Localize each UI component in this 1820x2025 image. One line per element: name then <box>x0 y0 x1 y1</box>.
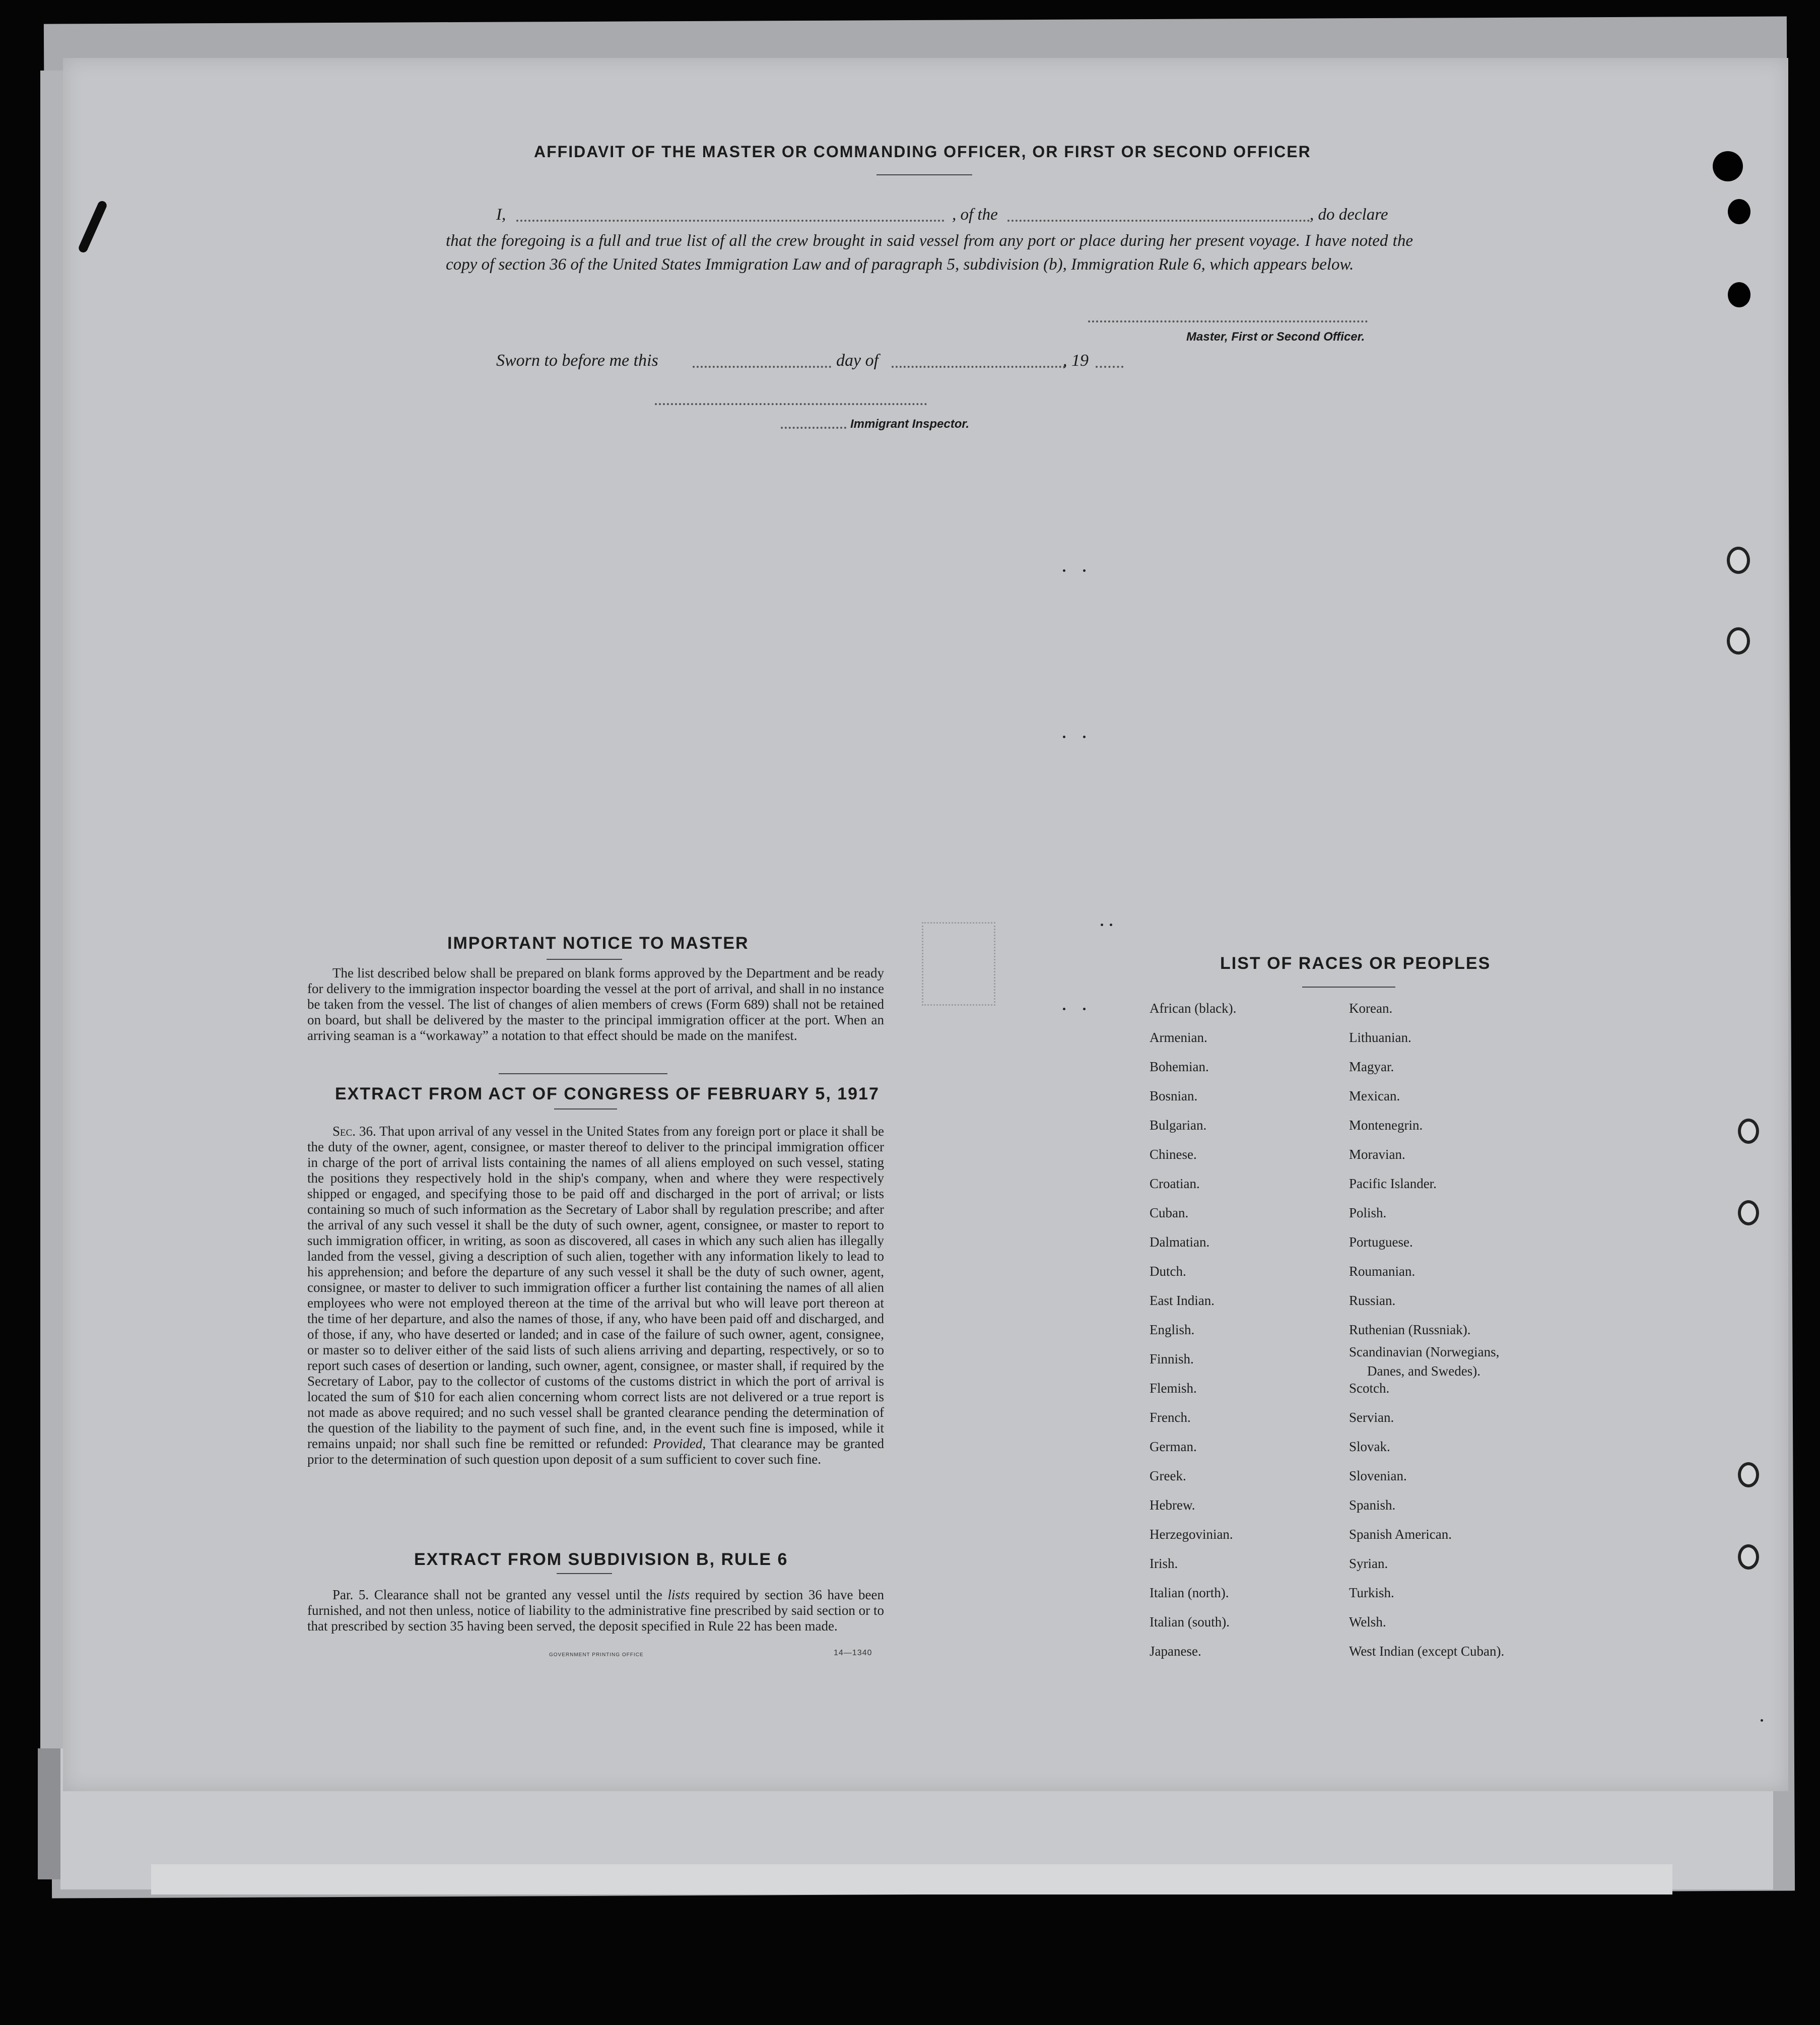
race-item: Mexican. <box>1349 1088 1400 1103</box>
speck <box>1761 1719 1763 1722</box>
printer-imprint: GOVERNMENT PRINTING OFFICE <box>549 1652 644 1658</box>
race-item: Slovak. <box>1349 1439 1390 1454</box>
faded-stamp <box>922 922 995 1006</box>
race-item: Welsh. <box>1349 1614 1386 1629</box>
extract-act-heading: EXTRACT FROM ACT OF CONGRESS OF FEBRUARY 5, 1917 <box>335 1084 880 1103</box>
race-item: Korean. <box>1349 1001 1393 1016</box>
race-item: Roumanian. <box>1349 1264 1415 1279</box>
rule-text-pre: Par. 5. Clearance shall not be granted any vessel until the <box>332 1587 662 1602</box>
race-item: Hebrew. <box>1150 1497 1195 1513</box>
punch-hole <box>1738 1200 1759 1225</box>
extract-rule-heading: EXTRACT FROM SUBDIVISION B, RULE 6 <box>414 1550 788 1569</box>
race-item: Polish. <box>1349 1205 1387 1220</box>
extract-act-body <box>307 1124 884 1467</box>
race-item: Portuguese. <box>1349 1234 1413 1250</box>
race-item: Bohemian. <box>1150 1059 1209 1074</box>
punch-hole <box>1727 547 1750 574</box>
race-item: Scotch. <box>1349 1381 1390 1396</box>
notice-body <box>307 965 884 1043</box>
sworn-year: , 19 <box>1063 351 1089 370</box>
speck <box>1063 736 1065 738</box>
affidavit-heading: AFFIDAVIT OF THE MASTER OR COMMANDING OFFICER, OR FIRST OR SECOND OFFICER <box>534 143 1311 161</box>
affidavit-declarant-prefix: I, <box>496 206 506 224</box>
race-item-continued: Danes, and Swedes). <box>1367 1363 1480 1379</box>
rule-text-post: required by section 36 have been furnished, and not then unless, notice of liability to the administrative fine prescribed by said section or to that prescribed by section 35 having been served, the deposit specified in Rule 22 has been made. <box>307 1587 884 1634</box>
race-item: French. <box>1150 1410 1191 1425</box>
speck <box>1110 924 1112 926</box>
form-number: 14—1340 <box>834 1649 872 1657</box>
affidavit-of-the: , of the <box>952 206 998 224</box>
race-item: Bulgarian. <box>1150 1118 1207 1133</box>
race-item: Spanish American. <box>1349 1527 1452 1542</box>
rule-text-lists: lists <box>667 1587 690 1602</box>
race-item: Turkish. <box>1349 1585 1394 1600</box>
speck <box>1083 569 1086 572</box>
officer-signature-field[interactable] <box>1088 320 1368 322</box>
background-sheet-bottom-strip <box>151 1864 1672 1895</box>
race-item: Spanish. <box>1349 1497 1396 1513</box>
punch-hole <box>1738 1462 1759 1487</box>
race-item: Ruthenian (Russniak). <box>1349 1322 1471 1337</box>
race-item: English. <box>1150 1322 1195 1337</box>
race-item: Cuban. <box>1150 1205 1189 1220</box>
race-item: East Indian. <box>1150 1293 1215 1308</box>
punch-hole <box>1738 1544 1759 1570</box>
sworn-day-of: day of <box>836 351 879 370</box>
race-item: Armenian. <box>1150 1030 1207 1045</box>
race-item: German. <box>1150 1439 1197 1454</box>
race-item: Scandinavian (Norwegians, <box>1349 1344 1500 1359</box>
race-item: Croatian. <box>1150 1176 1200 1191</box>
punch-hole <box>1728 282 1750 307</box>
race-item: Bosnian. <box>1150 1088 1198 1103</box>
race-item: Italian (south). <box>1150 1614 1230 1629</box>
divider <box>557 1573 612 1574</box>
race-item: Moravian. <box>1349 1147 1405 1162</box>
race-item: Syrian. <box>1349 1556 1388 1571</box>
declarant-name-field[interactable] <box>516 220 945 222</box>
divider <box>499 1073 667 1074</box>
race-item: Finnish. <box>1150 1351 1194 1366</box>
race-item: Flemish. <box>1150 1381 1197 1396</box>
sworn-month-field[interactable] <box>892 366 1065 368</box>
races-heading: LIST OF RACES OR PEOPLES <box>1220 954 1491 973</box>
race-item: West Indian (except Cuban). <box>1349 1644 1505 1659</box>
notice-heading: IMPORTANT NOTICE TO MASTER <box>447 934 749 953</box>
extract-rule-body <box>307 1587 884 1634</box>
race-item: Montenegrin. <box>1349 1118 1423 1133</box>
race-item: Slovenian. <box>1349 1468 1407 1483</box>
punch-hole <box>1728 199 1750 224</box>
speck <box>1101 924 1103 926</box>
punch-hole <box>1727 627 1750 655</box>
section-text: That upon arrival of any vessel in the United States from any foreign port or place it shall be the duty of the owner, agent, consignee, or master thereof to deliver to the principal immigration officer in charge of the port of arrival lists containing the names of all aliens employed on such vessel, stating the positions they respectively hold in the ship's company, when and where they were respectively shipped or engaged, and specifying those to be paid off and discharged in the port of arrival; or lists containing so much of such information as the Secretary of Labor shall by regulation prescribe; and after the arrival of any such vessel it shall be the duty of such owner, agent, consignee, or master to report to such immigration officer, in writing, as soon as discovered, all cases in which any such alien has illegally landed from the vessel, giving a description of such alien, together with any information likely to lead to his apprehension; and before the departure of any such vessel it shall be the duty of such owner, agent, consignee, or master to deliver to such immigration officer a further list containing the names of all alien employees who were not employed thereon at the time of the arrival but who will leave port thereon at the time of her departure, and also the names of those, if any, who have been paid off and discharged, and of those, if any, who have deserted or landed; and in case of the failure of such owner, agent, consignee, or master so to deliver either of the said lists of such aliens arriving and departing, respectively, or so to report such cases of desertion or landing, such owner, agent, consignee, or master shall, if required by the Secretary of Labor, pay to the collector of customs of the customs district in which the port of arrival is located the sum of $10 for each alien concerning whom correct lists are not delivered or a true report is not made as above required; and no such vessel shall be granted clearance pending the determination of the question of the liability to the payment of such fine, and, in the event such fine is imposed, while it remains unpaid; nor shall such fine be remitted or refunded: <box>307 1124 884 1451</box>
speck <box>1063 1008 1065 1010</box>
race-item: Chinese. <box>1150 1147 1197 1162</box>
race-item: Dalmatian. <box>1150 1234 1210 1250</box>
race-item: Irish. <box>1150 1556 1178 1571</box>
affidavit-declare: , do declare <box>1310 206 1388 224</box>
race-item: African (black). <box>1150 1001 1237 1016</box>
inspector-signature-field[interactable] <box>655 403 927 405</box>
affidavit-body: that the foregoing is a full and true list of all the crew brought in said vessel from any port or place during her present voyage. I have noted the copy of section 36 of the United States Immigration Law and of paragraph 5, subdivision (b), Immigration Rule 6, which appears below. <box>446 232 1413 274</box>
divider <box>877 174 972 175</box>
extract-rule-paragraph <box>307 1587 884 1634</box>
speck <box>1083 1008 1086 1010</box>
punch-hole <box>1713 151 1743 181</box>
speck <box>1063 569 1065 572</box>
officer-signature-caption: Master, First or Second Officer. <box>1186 330 1365 344</box>
section-label: Sec. 36. <box>332 1124 376 1139</box>
inspector-signature-field-lead <box>781 427 846 429</box>
speck <box>1083 736 1086 738</box>
sworn-day-field[interactable] <box>693 366 831 368</box>
divider <box>1302 987 1395 988</box>
race-item: Servian. <box>1349 1410 1394 1425</box>
page-left-edge <box>40 71 64 1748</box>
sworn-year-field[interactable] <box>1096 366 1123 368</box>
race-item: Magyar. <box>1349 1059 1394 1074</box>
vessel-name-field[interactable] <box>1007 220 1310 222</box>
extract-act-paragraph <box>307 1124 884 1467</box>
race-item: Pacific Islander. <box>1349 1176 1437 1191</box>
divider <box>554 1108 617 1109</box>
proviso-label: Provided, <box>653 1436 706 1451</box>
race-item: Italian (north). <box>1150 1585 1229 1600</box>
punch-hole <box>1738 1119 1759 1144</box>
race-item: Dutch. <box>1150 1264 1186 1279</box>
race-item: Japanese. <box>1150 1644 1201 1659</box>
divider <box>547 959 622 960</box>
race-item: Herzegovinian. <box>1150 1527 1233 1542</box>
race-item: Russian. <box>1349 1293 1396 1308</box>
notice-paragraph: The list described below shall be prepared on blank forms approved by the Department and be ready for delivery to the immigration inspector boarding the vessel at the port of arrival, and shall in no instance be taken from the vessel. The list of changes of alien members of crews (Form 689) shall not be retained on board, but shall be delivered by the master to the principal immigration officer at the port. When an arriving seaman is a “workaway” a notation to that effect should be made on the manifest. <box>307 965 884 1043</box>
proviso-text: That clearance may be granted prior to the determination of such question upon deposit of a sum sufficient to cover such fine. <box>307 1436 884 1467</box>
race-item: Greek. <box>1150 1468 1186 1483</box>
inspector-caption: Immigrant Inspector. <box>850 417 970 431</box>
race-item: Lithuanian. <box>1349 1030 1411 1045</box>
sworn-prefix: Sworn to before me this <box>496 351 658 370</box>
